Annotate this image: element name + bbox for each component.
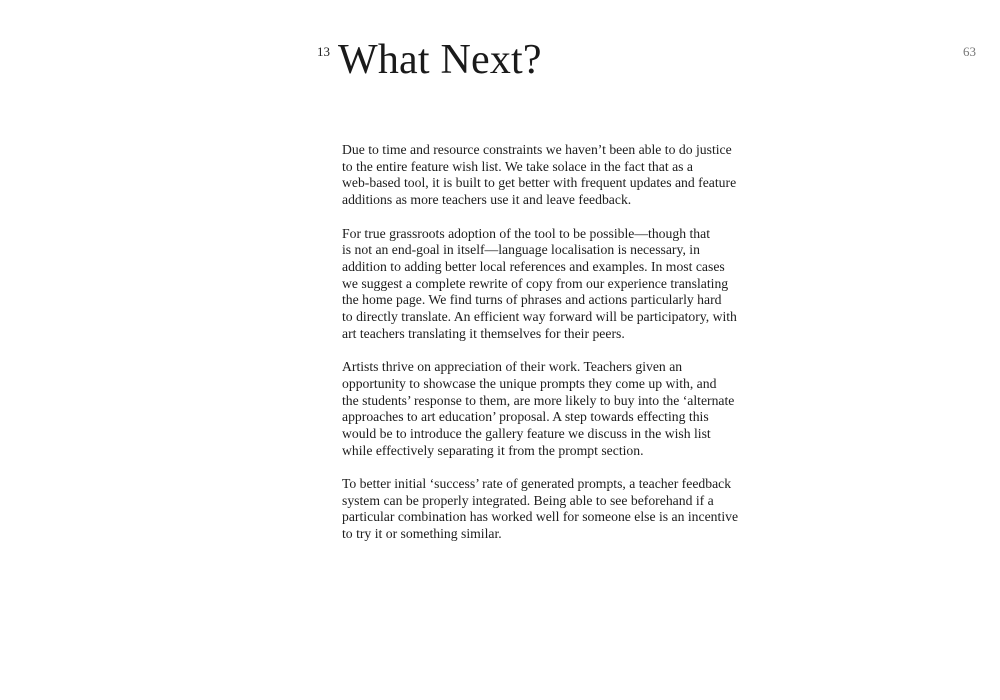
body-text <box>342 142 752 560</box>
paragraph-time-constraints: Due to time and resource constraints we haven’t been able to do justice to the entire feature wish list. We take solace in the fact that as a web-based tool, it is built to get better with frequent updates and feature additions as more teachers use it and leave feedback. <box>342 142 737 208</box>
page-title: What Next? <box>338 37 542 83</box>
paragraph-gallery-feature: Artists thrive on appreciation of their work. Teachers given an opportunity to showcase the unique prompts they come up with, and the students’ response to them, are more likely to buy into the ‘alternate approaches to art education’ proposal. A step towards effecting this would be to introduce the gallery feature we discuss in the wish list while effectively separating it from the prompt section. <box>342 359 735 458</box>
page-number: 63 <box>963 44 976 59</box>
paragraph-feedback-system: To better initial ‘success’ rate of generated prompts, a teacher feedback system can be properly integrated. Being able to see beforehand if a particular combination has worked well for someone else is an incentive to try it or something similar. <box>342 476 739 542</box>
chapter-number: 13 <box>317 44 330 59</box>
paragraph-localisation: For true grassroots adoption of the tool to be possible—though that is not an end-goal in itself—language localisation is necessary, in addition to adding better local references and examples. In most cases we suggest a complete rewrite of copy from our experience translating the home page. We find turns of phrases and actions particularly hard to directly translate. An efficient way forward will be participatory, with art teachers translating it themselves for their peers. <box>342 225 737 341</box>
